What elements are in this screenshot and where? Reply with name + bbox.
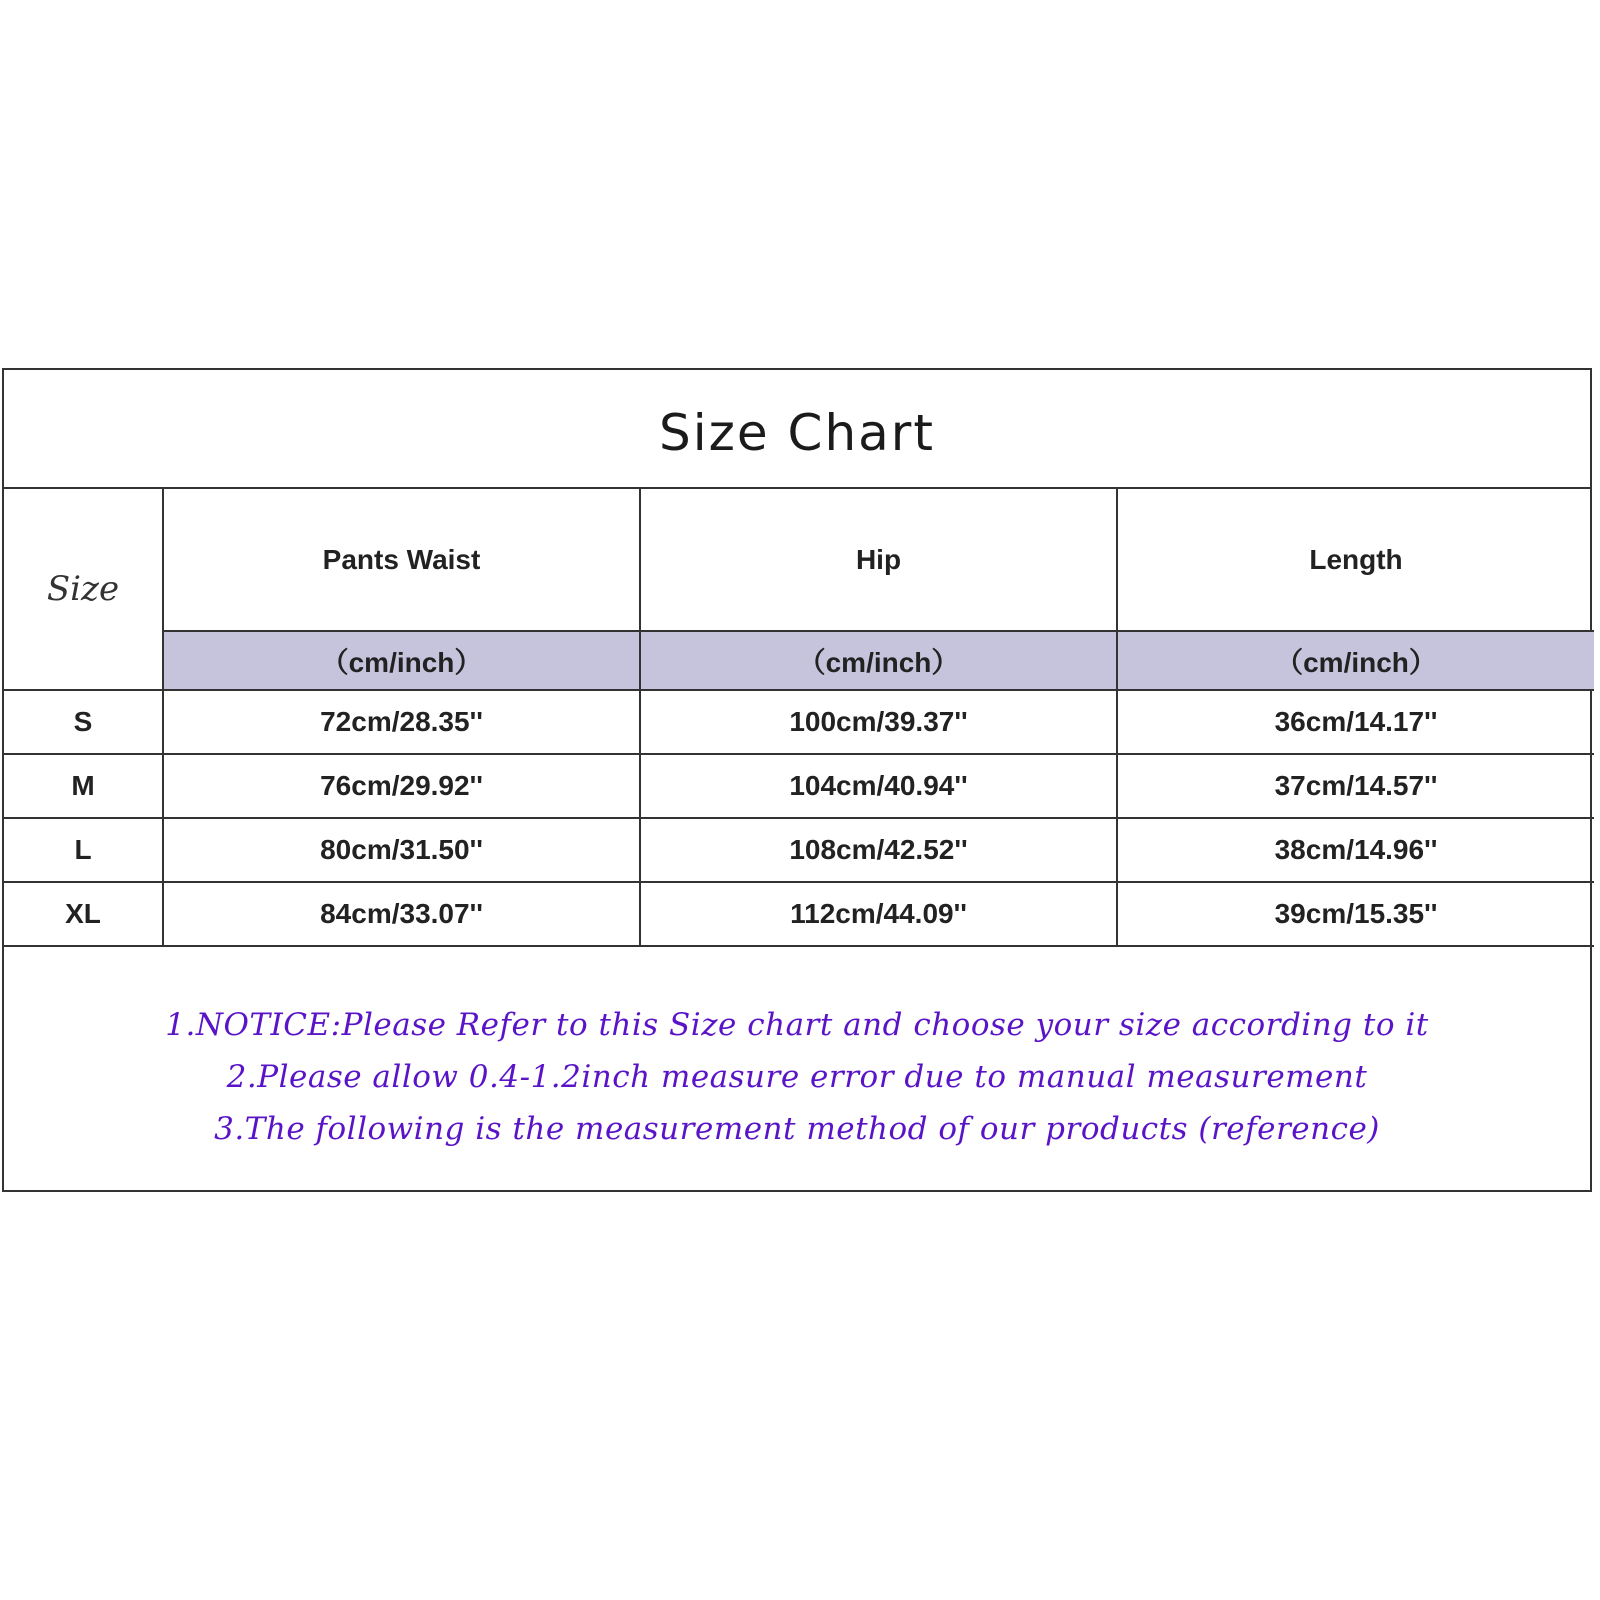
hip-cell: 108cm/42.52'' [640, 818, 1117, 882]
column-header-length: Length [1117, 489, 1594, 631]
size-column-header: Size [4, 489, 163, 690]
column-header-hip: Hip [640, 489, 1117, 631]
header-row [4, 489, 1594, 631]
waist-cell: 72cm/28.35'' [163, 690, 640, 754]
title-row [4, 370, 1590, 489]
length-cell: 36cm/14.17'' [1117, 690, 1594, 754]
hip-cell: 100cm/39.37'' [640, 690, 1117, 754]
hip-cell: 112cm/44.09'' [640, 882, 1117, 946]
waist-cell: 84cm/33.07'' [163, 882, 640, 946]
length-cell: 38cm/14.96'' [1117, 818, 1594, 882]
column-header-waist: Pants Waist [163, 489, 640, 631]
table-row [4, 754, 1594, 818]
unit-label-hip: （cm/inch） [640, 631, 1117, 690]
notes-block [4, 947, 1590, 1155]
size-cell: S [4, 690, 163, 754]
size-table [4, 489, 1594, 947]
unit-row [4, 631, 1594, 690]
note-line: 3.The following is the measurement method of our products (reference) [214, 1111, 1380, 1147]
hip-cell: 104cm/40.94'' [640, 754, 1117, 818]
table-row [4, 882, 1594, 946]
table-row [4, 690, 1594, 754]
note-line: 2.Please allow 0.4-1.2inch measure error due to manual measurement [226, 1059, 1368, 1095]
size-cell: L [4, 818, 163, 882]
note-line: 1.NOTICE:Please Refer to this Size chart and choose your size according to it [165, 1007, 1429, 1043]
unit-label-waist: （cm/inch） [163, 631, 640, 690]
length-cell: 37cm/14.57'' [1117, 754, 1594, 818]
waist-cell: 80cm/31.50'' [163, 818, 640, 882]
size-cell: XL [4, 882, 163, 946]
length-cell: 39cm/15.35'' [1117, 882, 1594, 946]
size-chart [2, 368, 1592, 1192]
table-row [4, 818, 1594, 882]
waist-cell: 76cm/29.92'' [163, 754, 640, 818]
chart-title: Size Chart [659, 403, 935, 462]
unit-label-length: （cm/inch） [1117, 631, 1594, 690]
size-cell: M [4, 754, 163, 818]
